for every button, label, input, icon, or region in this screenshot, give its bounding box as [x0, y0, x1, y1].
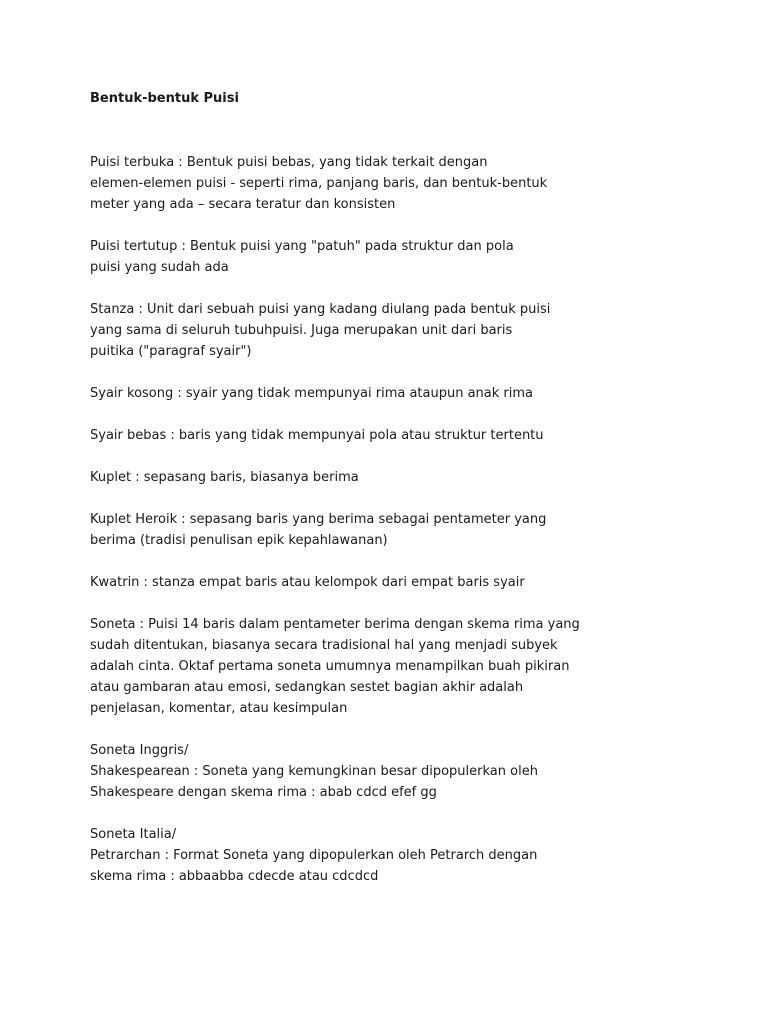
entry-line: Kuplet : sepasang baris, biasanya berima — [90, 470, 359, 485]
entry-line: elemen-elemen puisi - seperti rima, panjang baris, dan bentuk-bentuk — [90, 176, 548, 191]
entry-soneta-inggris — [90, 740, 730, 803]
entry-line: Petrarchan : Format Soneta yang dipopulerkan oleh Petrarch dengan — [90, 848, 538, 863]
entry-line: Stanza : Unit dari sebuah puisi yang kadang diulang pada bentuk puisi — [90, 302, 551, 317]
entry-stanza — [90, 299, 730, 362]
entry-kwatrin — [90, 572, 730, 593]
entry-line: meter yang ada – secara teratur dan konsisten — [90, 197, 396, 212]
entry-line: puisi yang sudah ada — [90, 260, 229, 275]
entry-syair-bebas — [90, 425, 730, 446]
entry-line: Kwatrin : stanza empat baris atau kelompok dari empat baris syair — [90, 575, 525, 590]
entry-line: Shakespearean : Soneta yang kemungkinan besar dipopulerkan oleh — [90, 764, 538, 779]
entry-line: Shakespeare dengan skema rima : abab cdcd efef gg — [90, 785, 437, 800]
entry-puisi-tertutup — [90, 236, 730, 278]
entry-line: Puisi tertutup : Bentuk puisi yang "patuh" pada struktur dan pola — [90, 239, 514, 254]
entry-line: Puisi terbuka : Bentuk puisi bebas, yang tidak terkait dengan — [90, 155, 488, 170]
entry-line: berima (tradisi penulisan epik kepahlawanan) — [90, 533, 388, 548]
entry-line: Syair bebas : baris yang tidak mempunyai pola atau struktur tertentu — [90, 428, 544, 443]
entry-line: adalah cinta. Oktaf pertama soneta umumnya menampilkan buah pikiran — [90, 659, 570, 674]
entry-line: Soneta Italia/ — [90, 827, 177, 842]
entry-line: atau gambaran atau emosi, sedangkan sestet bagian akhir adalah — [90, 680, 524, 695]
entry-line: Kuplet Heroik : sepasang baris yang berima sebagai pentameter yang — [90, 512, 547, 527]
entry-line: yang sama di seluruh tubuhpuisi. Juga merupakan unit dari baris — [90, 323, 513, 338]
document-title: Bentuk-bentuk Puisi — [90, 91, 239, 106]
entry-soneta — [90, 614, 730, 719]
entry-soneta-italia — [90, 824, 730, 887]
entry-syair-kosong — [90, 383, 730, 404]
entry-line: Soneta Inggris/ — [90, 743, 189, 758]
entry-line: penjelasan, komentar, atau kesimpulan — [90, 701, 348, 716]
entry-line: puitika ("paragraf syair") — [90, 344, 252, 359]
document-page — [90, 88, 730, 908]
entry-line: skema rima : abbaabba cdecde atau cdcdcd — [90, 869, 379, 884]
entry-line: Soneta : Puisi 14 baris dalam pentameter berima dengan skema rima yang — [90, 617, 580, 632]
entry-puisi-terbuka — [90, 152, 730, 215]
entry-line: sudah ditentukan, biasanya secara tradisional hal yang menjadi subyek — [90, 638, 558, 653]
entry-line: Syair kosong : syair yang tidak mempunyai rima ataupun anak rima — [90, 386, 534, 401]
entry-kuplet-heroik — [90, 509, 730, 551]
entry-kuplet — [90, 467, 730, 488]
